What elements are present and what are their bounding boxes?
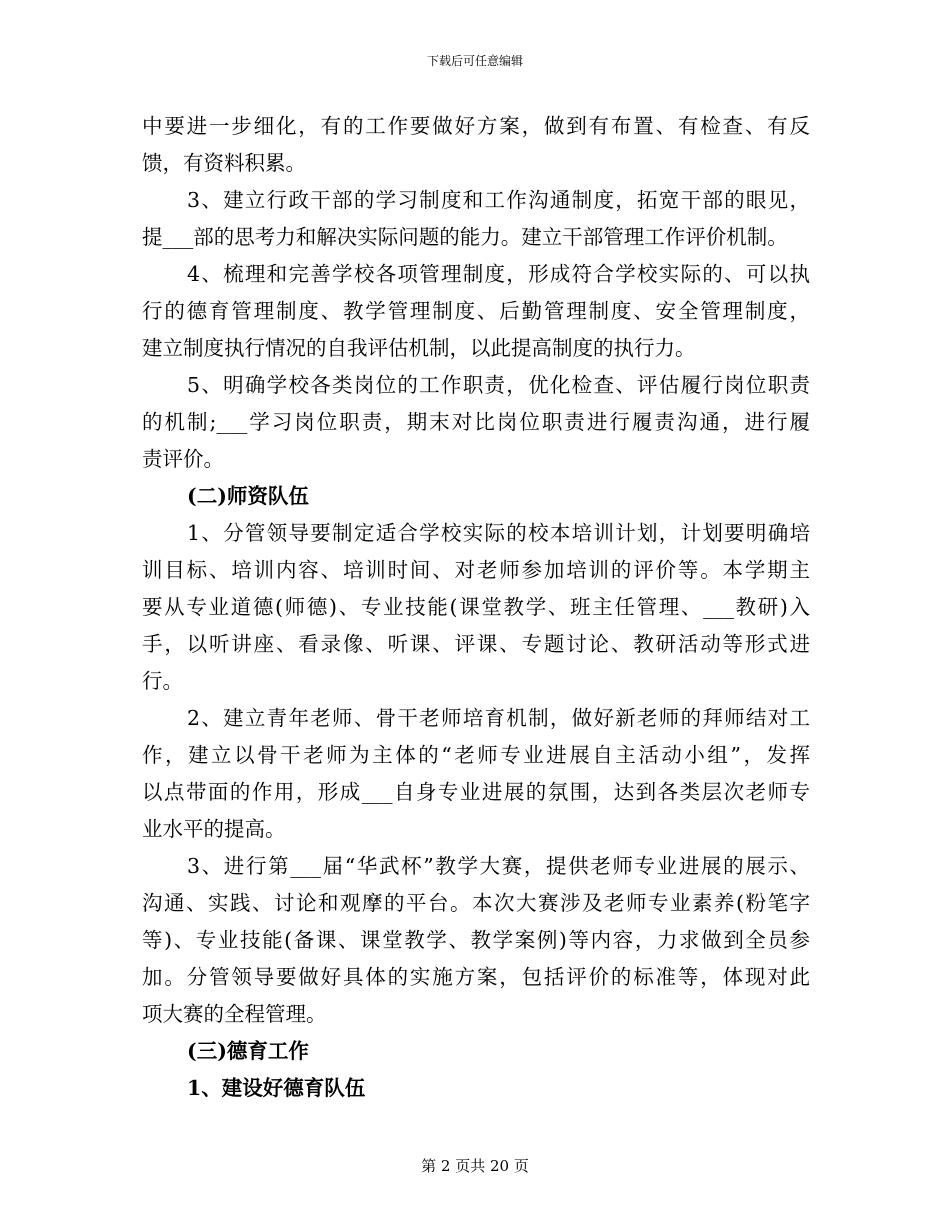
document-body — [142, 108, 810, 1107]
page-footer: 第 2 页共 20 页 — [421, 1157, 529, 1175]
text-line: 提___部的思考力和解决实际问题的能力。建立干部管理工作评价机制。 — [142, 225, 788, 249]
text-line: 要从专业道德(师德)、专业技能(课堂教学、班主任管理、___教研)入 — [142, 595, 810, 619]
page-header: 下载后可任意编辑 — [426, 54, 523, 68]
text-line: 的机制;___学习岗位职责，期末对比岗位职责进行履责沟通，进行履 — [142, 410, 810, 434]
text-line: 建立制度执行情况的自我评估机制，以此提高制度的执行力。 — [142, 336, 696, 360]
text-line: 行。 — [142, 669, 183, 693]
text-line: 馈，有资料积累。 — [142, 151, 306, 175]
text-line: 以点带面的作用，形成___自身专业进展的氛围，达到各类层次老师专 — [142, 780, 810, 804]
text-line: 加。分管领导要做好具体的实施方案，包括评价的标准等，体现对此 — [142, 965, 810, 989]
text-line: 责评价。 — [142, 447, 224, 471]
text-line: 等)、专业技能(备课、课堂教学、教学案例)等内容，力求做到全员参 — [142, 928, 810, 952]
text-line: 手，以听讲座、看录像、听课、评课、专题讨论、教研活动等形式进 — [142, 632, 810, 656]
section-heading: (三)德育工作 — [187, 1039, 309, 1063]
text-line: 5、明确学校各类岗位的工作职责，优化检查、评估履行岗位职责 — [187, 373, 810, 397]
text-line: 3、进行第___届“华武杯”教学大赛，提供老师专业进展的展示、 — [187, 854, 810, 878]
text-line: 2、建立青年老师、骨干老师培育机制，做好新老师的拜师结对工 — [187, 706, 810, 730]
text-line: 沟通、实践、讨论和观摩的平台。本次大赛涉及老师专业素养(粉笔字 — [142, 891, 810, 915]
text-line: 行的德育管理制度、教学管理制度、后勤管理制度、安全管理制度， — [142, 299, 810, 323]
text-line: 3、建立行政干部的学习制度和工作沟通制度，拓宽干部的眼见， — [187, 188, 810, 212]
text-line: 业水平的提高。 — [142, 817, 286, 841]
section-heading: 1、建设好德育队伍 — [187, 1076, 366, 1100]
text-line: 项大赛的全程管理。 — [142, 1002, 327, 1026]
text-line: 1、分管领导要制定适合学校实际的校本培训计划，计划要明确培 — [187, 521, 810, 545]
section-heading: (二)师资队伍 — [187, 484, 309, 508]
text-line: 中要进一步细化，有的工作要做好方案，做到有布置、有检查、有反 — [142, 114, 810, 138]
text-line: 4、梳理和完善学校各项管理制度，形成符合学校实际的、可以执 — [187, 262, 810, 286]
text-line: 作，建立以骨干老师为主体的“老师专业进展自主活动小组”，发挥 — [142, 743, 810, 767]
text-line: 训目标、培训内容、培训时间、对老师参加培训的评价等。本学期主 — [142, 558, 810, 582]
